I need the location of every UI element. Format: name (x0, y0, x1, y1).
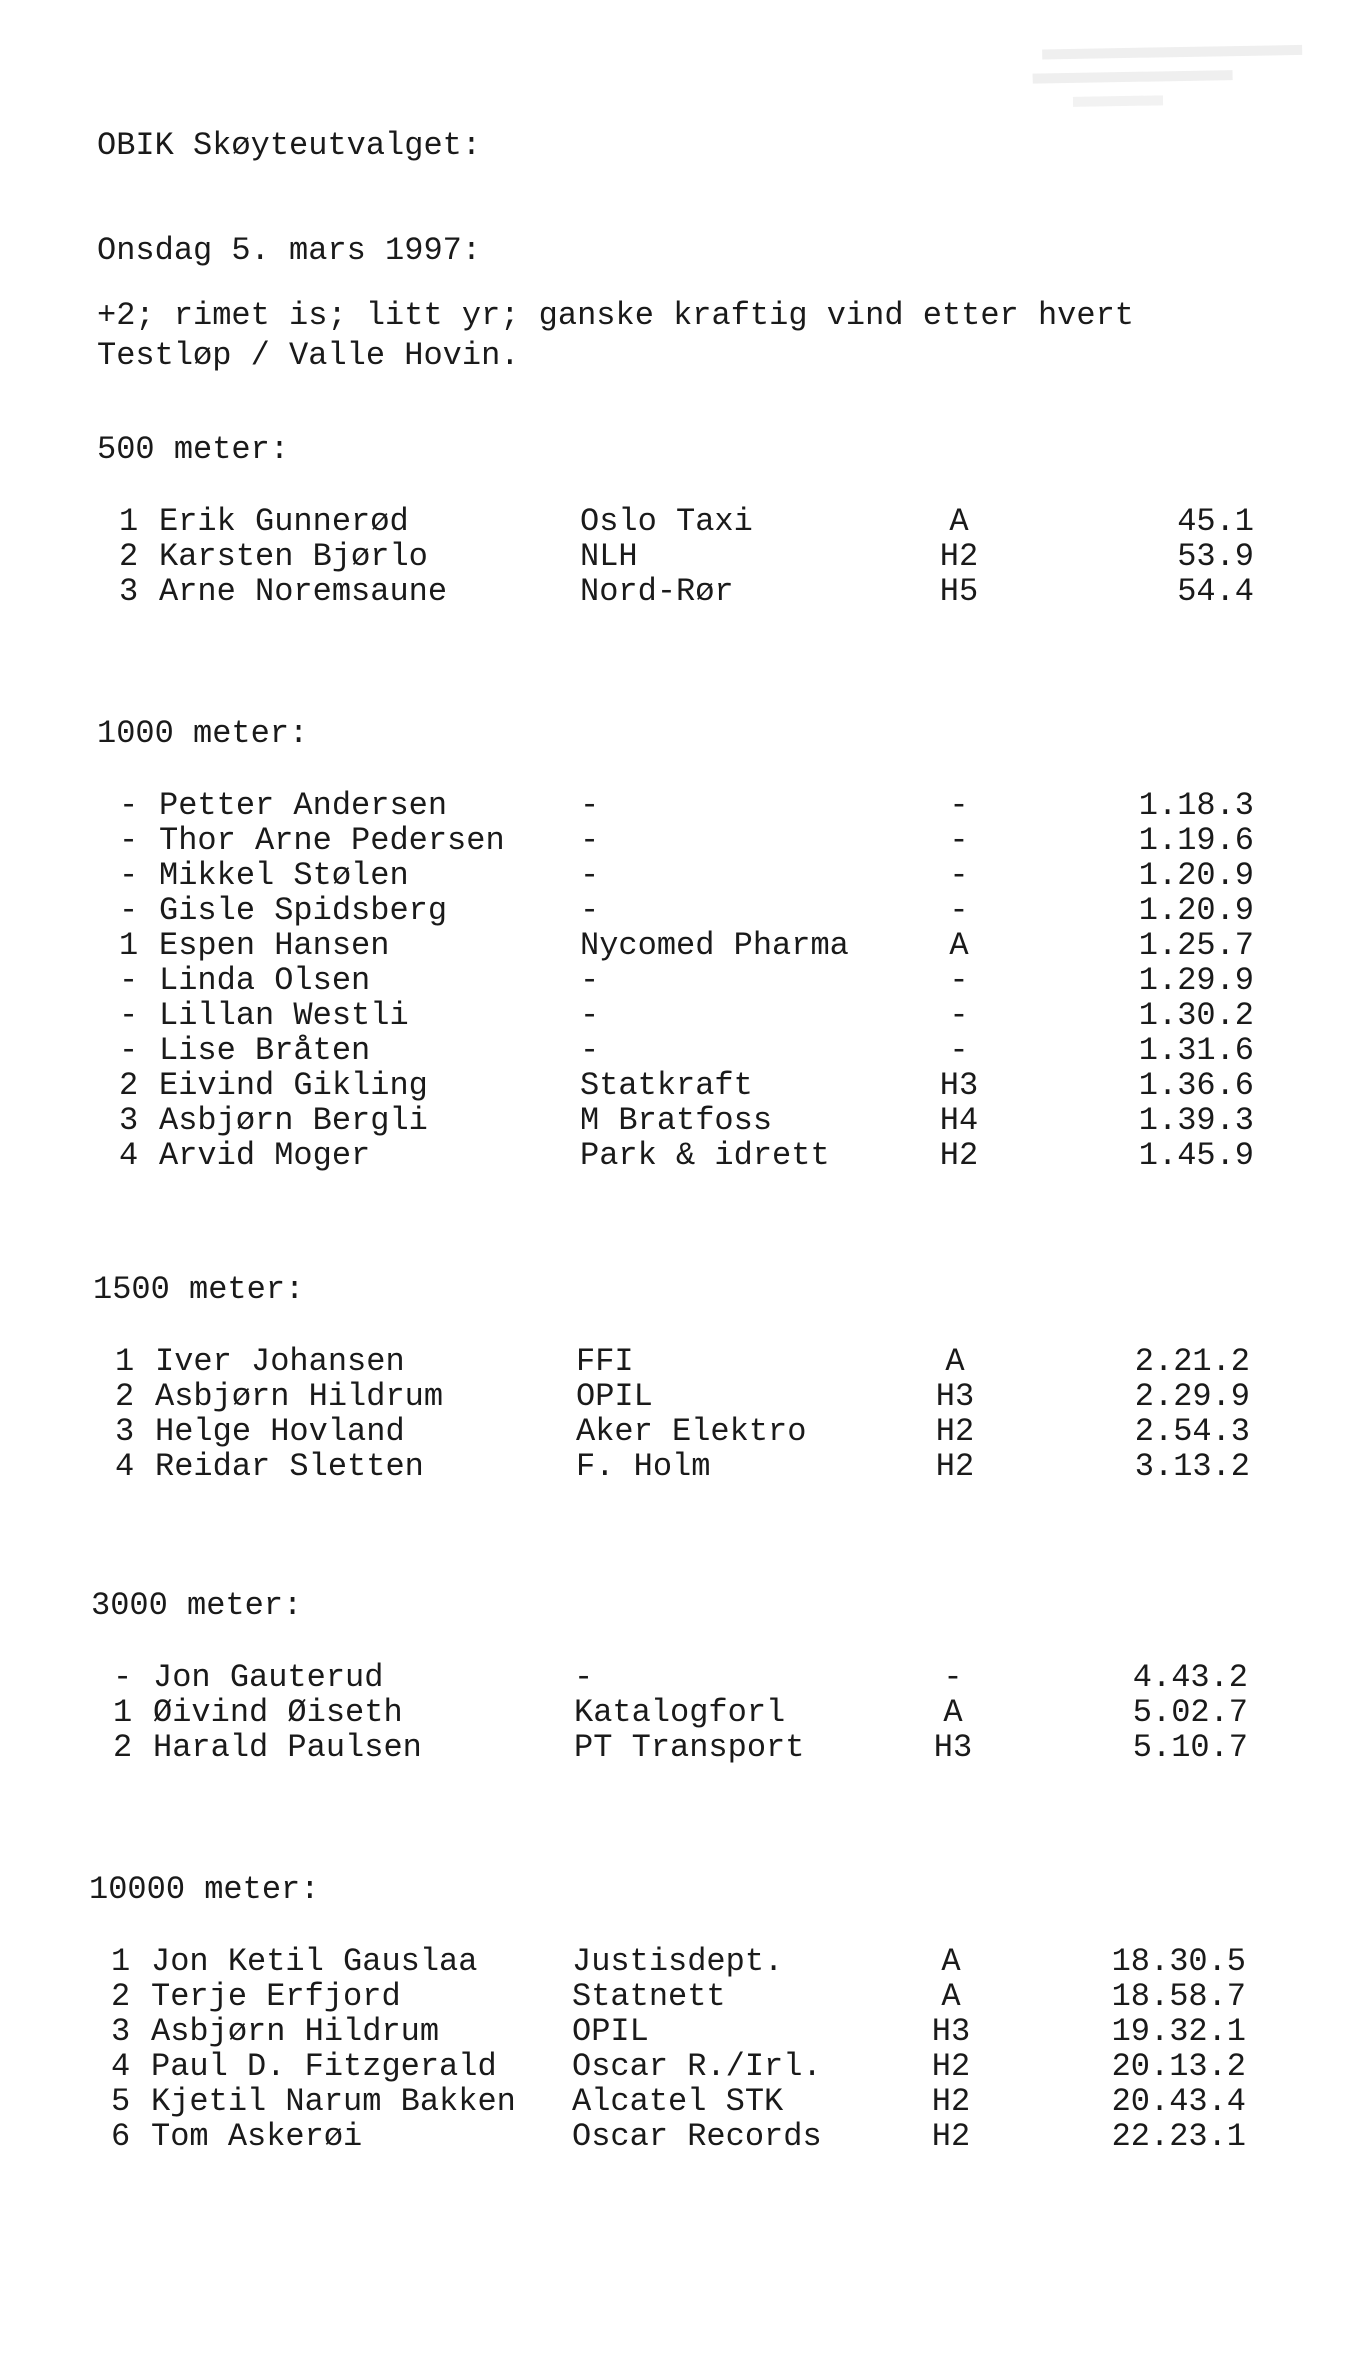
weather-note: +2; rimet is; litt yr; ganske kraftig vind etter hvert (97, 297, 1134, 334)
result-row (97, 539, 1257, 574)
result-row (89, 1979, 1249, 2014)
place: 5 (111, 2083, 131, 2120)
time: 22.23.1 (1111, 2118, 1246, 2155)
place: - (119, 857, 139, 894)
class: H2 (931, 2118, 971, 2155)
place: 1 (119, 927, 139, 964)
result-row (97, 504, 1257, 539)
results-list (97, 788, 1257, 1173)
club: Oscar Records (572, 2118, 822, 2155)
class: H4 (939, 1102, 979, 1139)
time: 54.4 (1177, 573, 1254, 610)
result-row (97, 998, 1257, 1033)
skater-name: Karsten Bjørlo (159, 538, 428, 575)
club: - (580, 787, 600, 824)
time: 1.39.3 (1138, 1102, 1254, 1139)
time: 2.29.9 (1134, 1378, 1250, 1415)
skater-name: Iver Johansen (155, 1343, 405, 1380)
place: - (119, 822, 139, 859)
class: H3 (939, 1067, 979, 1104)
place: 3 (115, 1413, 135, 1450)
place: 6 (111, 2118, 131, 2155)
skater-name: Jon Ketil Gauslaa (151, 1943, 478, 1980)
place: 2 (119, 538, 139, 575)
place: - (119, 962, 139, 999)
place: 2 (119, 1067, 139, 1104)
club: - (580, 962, 600, 999)
skater-name: Jon Gauterud (153, 1659, 384, 1696)
club: M Bratfoss (580, 1102, 773, 1139)
club: Katalogforl (574, 1694, 786, 1731)
time: 1.18.3 (1138, 787, 1254, 824)
section-3000m (91, 1588, 1251, 1765)
class: H2 (931, 2083, 971, 2120)
results-list (91, 1660, 1251, 1765)
skater-name: Erik Gunnerød (159, 503, 409, 540)
section-title: 1000 meter: (97, 715, 309, 752)
result-row (97, 1138, 1257, 1173)
class: - (943, 1659, 963, 1696)
skater-name: Paul D. Fitzgerald (151, 2048, 497, 2085)
skater-name: Harald Paulsen (153, 1729, 422, 1766)
result-row (97, 893, 1257, 928)
place: 3 (119, 573, 139, 610)
section-10000m (89, 1872, 1249, 2154)
club: OPIL (572, 2013, 649, 2050)
result-row (93, 1414, 1253, 1449)
place: 3 (111, 2013, 131, 2050)
club: Oslo Taxi (580, 503, 753, 540)
club: FFI (576, 1343, 634, 1380)
skater-name: Linda Olsen (159, 962, 371, 999)
time: 2.21.2 (1134, 1343, 1250, 1380)
club: - (580, 857, 600, 894)
skater-name: Terje Erfjord (151, 1978, 401, 2015)
class: - (949, 962, 969, 999)
class: H2 (935, 1413, 975, 1450)
class: H2 (935, 1448, 975, 1485)
class: - (949, 1032, 969, 1069)
club: Nycomed Pharma (580, 927, 849, 964)
result-row (97, 1068, 1257, 1103)
section-title: 1500 meter: (93, 1271, 305, 1308)
result-row (89, 2084, 1249, 2119)
skater-name: Øivind Øiseth (153, 1694, 403, 1731)
time: 5.10.7 (1132, 1729, 1248, 1766)
place: - (119, 997, 139, 1034)
place: 2 (115, 1378, 135, 1415)
time: 19.32.1 (1111, 2013, 1246, 2050)
class: H2 (939, 1137, 979, 1174)
class: H3 (933, 1729, 973, 1766)
club: Nord-Rør (580, 573, 734, 610)
club: F. Holm (576, 1448, 711, 1485)
result-row (97, 1033, 1257, 1068)
show-through-graphic (1032, 38, 1363, 114)
skater-name: Lillan Westli (159, 997, 409, 1034)
club: - (580, 822, 600, 859)
time: 1.20.9 (1138, 857, 1254, 894)
place: 1 (111, 1943, 131, 1980)
club: Justisdept. (572, 1943, 784, 1980)
skater-name: Gisle Spidsberg (159, 892, 448, 929)
time: 1.20.9 (1138, 892, 1254, 929)
place: 4 (115, 1448, 135, 1485)
skater-name: Tom Askerøi (151, 2118, 363, 2155)
club: - (580, 1032, 600, 1069)
club: Oscar R./Irl. (572, 2048, 822, 2085)
class: H3 (931, 2013, 971, 2050)
club: - (580, 997, 600, 1034)
time: 1.19.6 (1138, 822, 1254, 859)
time: 18.30.5 (1111, 1943, 1246, 1980)
section-title: 500 meter: (97, 431, 290, 468)
result-row (97, 1103, 1257, 1138)
skater-name: Reidar Sletten (155, 1448, 424, 1485)
result-row (89, 1944, 1249, 1979)
show-through-marks (959, 5, 1290, 81)
club: Aker Elektro (576, 1413, 807, 1450)
time: 53.9 (1177, 538, 1254, 575)
club: - (580, 892, 600, 929)
club: Alcatel STK (572, 2083, 784, 2120)
results-list (97, 504, 1257, 609)
club: PT Transport (574, 1729, 805, 1766)
club: Park & idrett (580, 1137, 830, 1174)
class: A (941, 1978, 961, 2015)
skater-name: Arvid Moger (159, 1137, 371, 1174)
class: - (949, 857, 969, 894)
time: 1.29.9 (1138, 962, 1254, 999)
place: 1 (113, 1694, 133, 1731)
document-header (97, 58, 519, 443)
class: H2 (939, 538, 979, 575)
result-row (97, 858, 1257, 893)
result-row (91, 1660, 1251, 1695)
skater-name: Lise Bråten (159, 1032, 371, 1069)
result-row (91, 1730, 1251, 1765)
time: 1.36.6 (1138, 1067, 1254, 1104)
class: H3 (935, 1378, 975, 1415)
header-organization: OBIK Skøyteutvalget: (97, 127, 482, 164)
class: A (949, 503, 969, 540)
place: 4 (119, 1137, 139, 1174)
skater-name: Arne Noremsaune (159, 573, 448, 610)
result-row (89, 2014, 1249, 2049)
club: Statnett (572, 1978, 726, 2015)
place: - (119, 892, 139, 929)
skater-name: Petter Andersen (159, 787, 448, 824)
time: 3.13.2 (1134, 1448, 1250, 1485)
skater-name: Asbjørn Hildrum (155, 1378, 444, 1415)
results-list (93, 1344, 1253, 1484)
place: 1 (119, 503, 139, 540)
skater-name: Asbjørn Bergli (159, 1102, 428, 1139)
result-row (97, 928, 1257, 963)
result-row (91, 1695, 1251, 1730)
section-title: 3000 meter: (91, 1587, 303, 1624)
skater-name: Espen Hansen (159, 927, 390, 964)
result-row (97, 823, 1257, 858)
club: OPIL (576, 1378, 653, 1415)
time: 20.13.2 (1111, 2048, 1246, 2085)
time: 1.45.9 (1138, 1137, 1254, 1174)
result-row (93, 1344, 1253, 1379)
place: - (113, 1659, 133, 1696)
time: 1.25.7 (1138, 927, 1254, 964)
class: - (949, 892, 969, 929)
result-row (97, 963, 1257, 998)
time: 20.43.4 (1111, 2083, 1246, 2120)
time: 2.54.3 (1134, 1413, 1250, 1450)
results-list (89, 1944, 1249, 2154)
result-row (97, 788, 1257, 823)
result-row (93, 1449, 1253, 1484)
club: NLH (580, 538, 638, 575)
section-1500m (93, 1272, 1253, 1484)
skater-name: Eivind Gikling (159, 1067, 428, 1104)
place: 4 (111, 2048, 131, 2085)
place: 1 (115, 1343, 135, 1380)
skater-name: Asbjørn Hildrum (151, 2013, 440, 2050)
class: - (949, 997, 969, 1034)
place: 2 (113, 1729, 133, 1766)
club: Statkraft (580, 1067, 753, 1104)
skater-name: Kjetil Narum Bakken (151, 2083, 516, 2120)
place: 3 (119, 1102, 139, 1139)
class: A (943, 1694, 963, 1731)
result-row (89, 2049, 1249, 2084)
header-event: Testløp / Valle Hovin. (97, 337, 520, 374)
club: - (574, 1659, 594, 1696)
section-1000m (97, 716, 1257, 1173)
result-row (93, 1379, 1253, 1414)
time: 5.02.7 (1132, 1694, 1248, 1731)
class: - (949, 787, 969, 824)
skater-name: Helge Hovland (155, 1413, 405, 1450)
class: - (949, 822, 969, 859)
class: A (945, 1343, 965, 1380)
time: 1.31.6 (1138, 1032, 1254, 1069)
time: 18.58.7 (1111, 1978, 1246, 2015)
section-500m (97, 432, 1257, 609)
result-row (97, 574, 1257, 609)
class: H2 (931, 2048, 971, 2085)
place: - (119, 787, 139, 824)
class: A (949, 927, 969, 964)
result-row (89, 2119, 1249, 2154)
header-date: Onsdag 5. mars 1997: (97, 232, 482, 269)
place: - (119, 1032, 139, 1069)
class: A (941, 1943, 961, 1980)
time: 1.30.2 (1138, 997, 1254, 1034)
time: 4.43.2 (1132, 1659, 1248, 1696)
class: H5 (939, 573, 979, 610)
place: 2 (111, 1978, 131, 2015)
skater-name: Thor Arne Pedersen (159, 822, 505, 859)
time: 45.1 (1177, 503, 1254, 540)
section-title: 10000 meter: (89, 1871, 320, 1908)
skater-name: Mikkel Stølen (159, 857, 409, 894)
